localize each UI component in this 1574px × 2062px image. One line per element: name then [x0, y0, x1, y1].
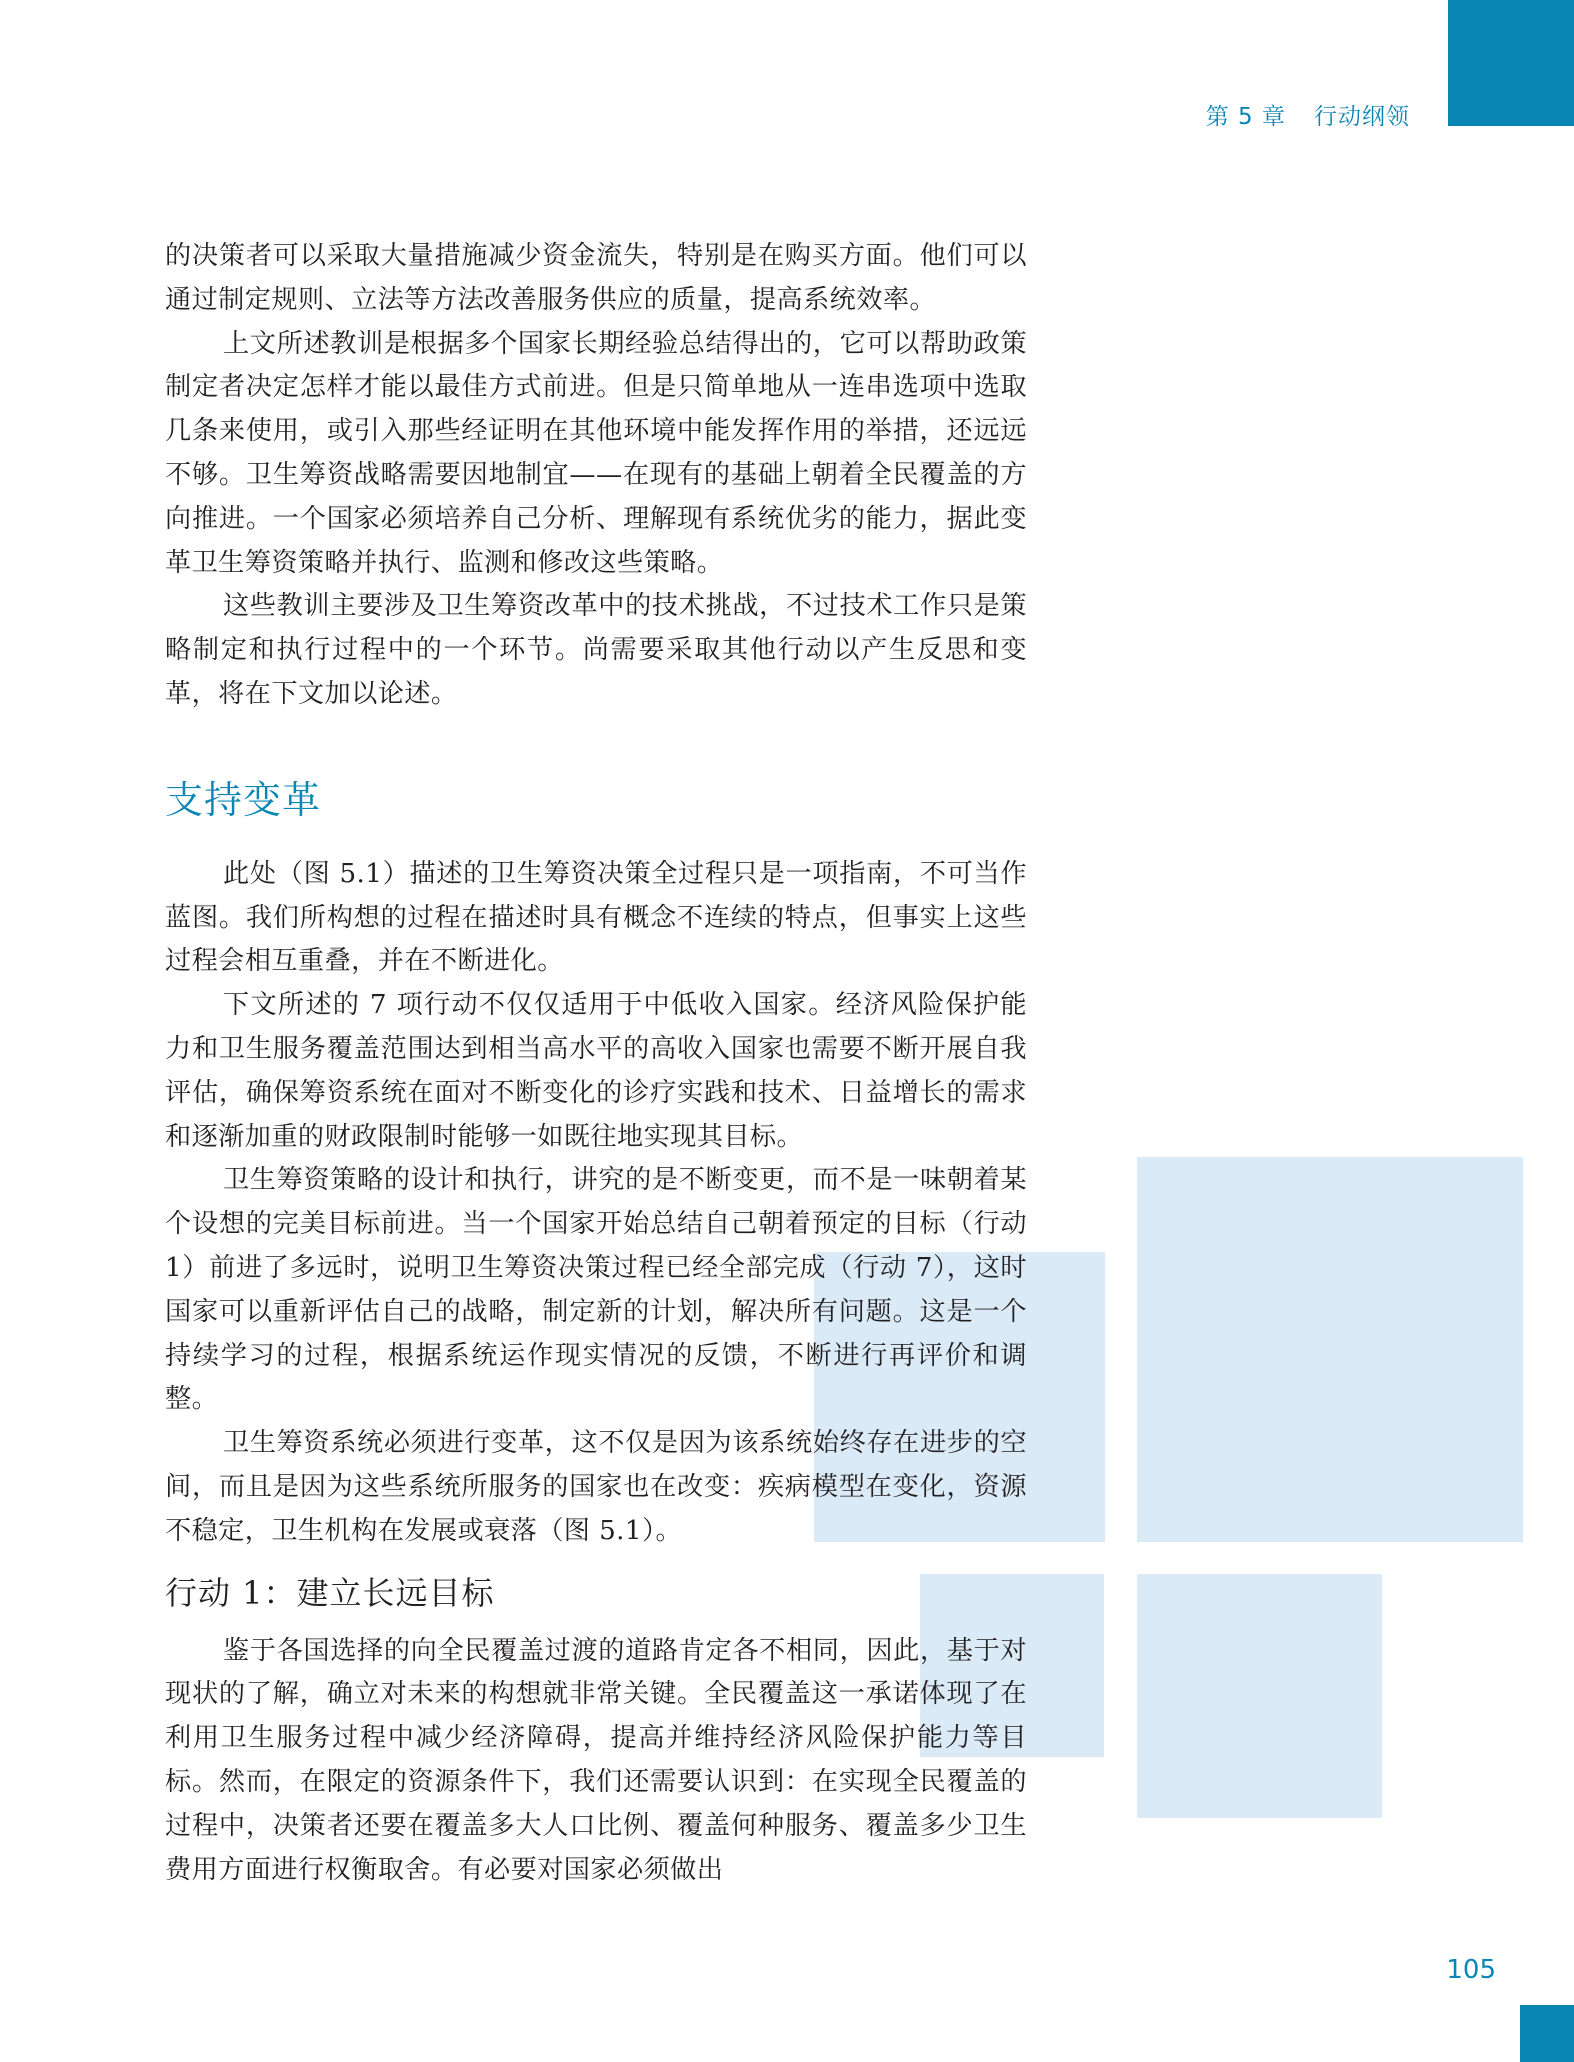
subsection-heading: 行动 1：建立长远目标 [165, 1573, 495, 1612]
running-header [1206, 98, 1410, 131]
chapter-label: 第 5 章 [1205, 104, 1286, 130]
intro-paragraph: 上文所述教训是根据多个国家长期经验总结得出的，它可以帮助政策制定者决定怎样才能以最佳方式前进。但是只简单地从一连串选项中选取几条来使用，或引入那些经证明在其他环境中能发挥作用的举措，还远远不够。卫生筹资战略需要因地制宜——在现有的基础上朝着全民覆盖的方向推进。一个国家必须培养自己分析、理解现有系统优劣的能力，据此变革卫生筹资策略并执行、监测和修改这些策略。 [165, 328, 1027, 578]
page-number: 105 [1446, 1955, 1496, 1985]
decorative-block-4 [1137, 1574, 1382, 1818]
decorative-block-1 [1137, 1157, 1523, 1542]
section-heading: 支持变革 [165, 777, 322, 822]
section-paragraph: 下文所述的 7 项行动不仅仅适用于中低收入国家。经济风险保护能力和卫生服务覆盖范围达到相当高水平的高收入国家也需要不断开展自我评估，确保筹资系统在面对不断变化的诊疗实践和技术、日益增长的需求和逐渐加重的财政限制时能够一如既往地实现其目标。 [165, 990, 1027, 1152]
intro-paragraph: 这些教训主要涉及卫生筹资改革中的技术挑战，不过技术工作只是策略制定和执行过程中的一个环节。尚需要采取其他行动以产生反思和变革，将在下文加以论述。 [165, 591, 1027, 709]
intro-paragraph: 的决策者可以采取大量措施减少资金流失，特别是在购买方面。他们可以通过制定规则、立法等方法改善服务供应的质量，提高系统效率。 [165, 241, 1027, 315]
chapter-title: 行动纲领 [1314, 104, 1410, 130]
corner-tab-bottom [1520, 2005, 1574, 2062]
section-paragraph: 此处（图 5.1）描述的卫生筹资决策全过程只是一项指南，不可当作蓝图。我们所构想的过程在描述时具有概念不连续的特点，但事实上这些过程会相互重叠，并在不断进化。 [165, 858, 1027, 977]
section-paragraph: 卫生筹资策略的设计和执行，讲究的是不断变更，而不是一味朝着某个设想的完美目标前进。当一个国家开始总结自己朝着预定的目标（行动 1）前进了多远时，说明卫生筹资决策过程已经全部完成（行动 7），这时国家可以重新评估自己的战略，制定新的计划，解决所有问题。这是一个持续学习的过程，根据系统运作现实情况的反馈，不断进行再评价和调整。 [165, 1165, 1027, 1415]
subsection-paragraph: 鉴于各国选择的向全民覆盖过渡的道路肯定各不相同，因此，基于对现状的了解，确立对未来的构想就非常关键。全民覆盖这一承诺体现了在利用卫生服务过程中减少经济障碍，提高并维持经济风险保护能力等目标。然而，在限定的资源条件下，我们还需要认识到：在实现全民覆盖的过程中，决策者还要在覆盖多大人口比例、覆盖何种服务、覆盖多少卫生费用方面进行权衡取舍。有必要对国家必须做出 [165, 1635, 1027, 1885]
section-paragraph: 卫生筹资系统必须进行变革，这不仅是因为该系统始终存在进步的空间，而且是因为这些系统所服务的国家也在改变：疾病模型在变化，资源不稳定，卫生机构在发展或衰落（图 5.1）。 [165, 1428, 1027, 1546]
corner-tab-top [1448, 0, 1574, 126]
main-content [165, 235, 1027, 1892]
